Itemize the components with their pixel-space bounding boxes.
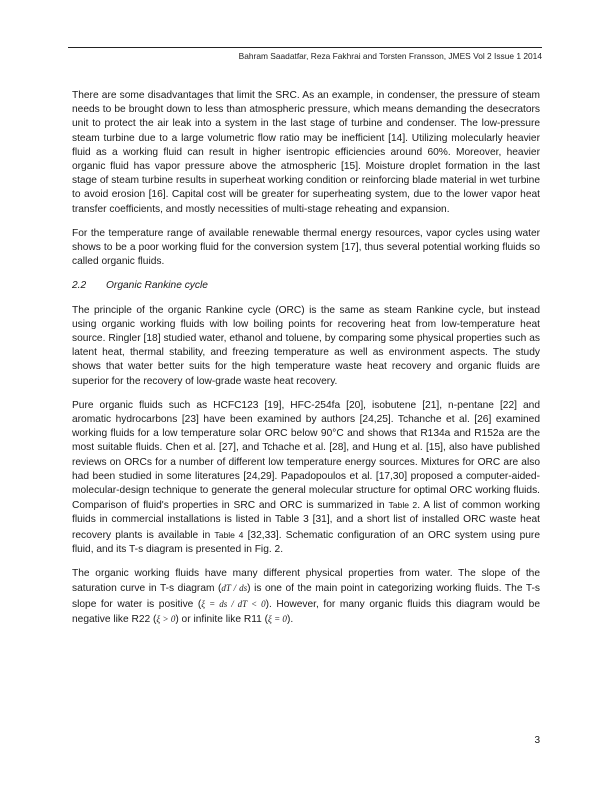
section-heading [72,279,540,293]
paragraph-orc-principle: The principle of the organic Rankine cycle (ORC) is the same as steam Rankine cycle, but instead using organic working fluids with low boiling points for recovering heat from low-temperature heat source. Ringler [18] studied water, ethanol and toluene, by comparing some physical properties such as latent heat, thermal stability, and freezing temperature as well as environment aspects. The study shows that water better suits for the high temperature waste heat recovery and organic fluids are superior for the recovery of low-grade waste heat recovery. [72,304,540,387]
math-xi-zero: ξ = 0 [268,613,287,624]
text-run: ). However, for many organic fluids this diagram would be negative like R22 ( [72,598,540,625]
section-number: 2.2 [72,280,87,292]
math-xi-positive: ξ > 0 [156,613,176,624]
paragraph-physical-properties [72,567,540,627]
paragraph-renewable-range: For the temperature range of available renewable thermal energy resources, vapor cycles using water shows to be a poor working fluid for the conversion system [17], thus several potential working fluids so called organic fluids. [72,227,540,268]
text-run: ). [286,613,294,625]
paragraph-src-disadvantages: There are some disadvantages that limit the SRC. As an example, in condenser, the pressure of steam needs to be brought down to less than atmospheric pressure, which means demanding the desecrators unit to protect the air leak into a system in the last stage of turbine and condenser. The low-pressure steam turbine due to a large volumetric flow ratio may be inefficient [14]. Utilizing molecularly heavier fluid as a working fluid can result in higher isentropic efficiencies around 60%. Moreover, heavier organic fluid has vapor pressure above the atmospheric [15]. Moisture droplet formation in the last stage of steam turbine results in superheat working condition or reinforcing blade material in wet turbine to avoid erosion [16]. Capital cost will be greater for superheating system, due to the lower vapor heat transfer coefficients, and mostly necessities of multi-stage reheating and expansion. [72,90,540,215]
paragraph-pure-organic-fluids [72,399,540,557]
table-4-reference: Table 4 [214,529,244,540]
running-header: Bahram Saadatfar, Reza Fakhrai and Torsten Fransson, JMES Vol 2 Issue 1 2014 [238,51,542,61]
text-run: . A list of common working fluids in commercial installations is listed in Table 3 [31], and a short list of installed ORC waste heat recovery plants is available in [72,500,540,541]
text-run: ) is one of the main point in categorizing working fluids. The T-s slope for water is positive ( [72,583,540,610]
text-run: [32,33]. Schematic configuration of an ORC system using pure fluid, and its T-s diagram is presented in Fig. 2. [72,529,540,555]
math-xi-definition: ξ = ds / dT < 0 [201,598,266,609]
text-run: ) or infinite like R11 ( [175,613,268,625]
text-run: The organic working fluids have many different physical properties from water. The slope of the saturation curve in T-s diagram ( [72,568,540,595]
math-dT-ds: dT / ds [221,583,248,594]
page-body [72,89,540,637]
text-run: Pure organic fluids such as HCFC123 [19], HFC-254fa [20], isobutene [21], n-pentane [22] and aromatic hydrocarbons [23] have been examined by authors [24,25]. Tchanche et al. [26] examined working fluids for a low temperature solar ORC below 90°C and shows that R134a and R152a are the most suitable fluids. Chen et al. [27], and Tchache et al. [28], and Hung et al. [15], also have published reviews on ORCs for a number of different low temperature energy sources. Mixtures for ORC are also had been studied in some literatures [24,29]. Papadopoulos et al. [17,30] proposed a computer-aided-molecular-design technique to generate the general molecular structure for optimal ORC working fluids. Comparison of fluid's properties in SRC and ORC is summarized in [72,399,540,512]
page-number: 3 [534,735,540,746]
header-rule [68,47,542,48]
table-2-reference: Table 2 [388,500,418,511]
section-title: Organic Rankine cycle [106,280,208,292]
